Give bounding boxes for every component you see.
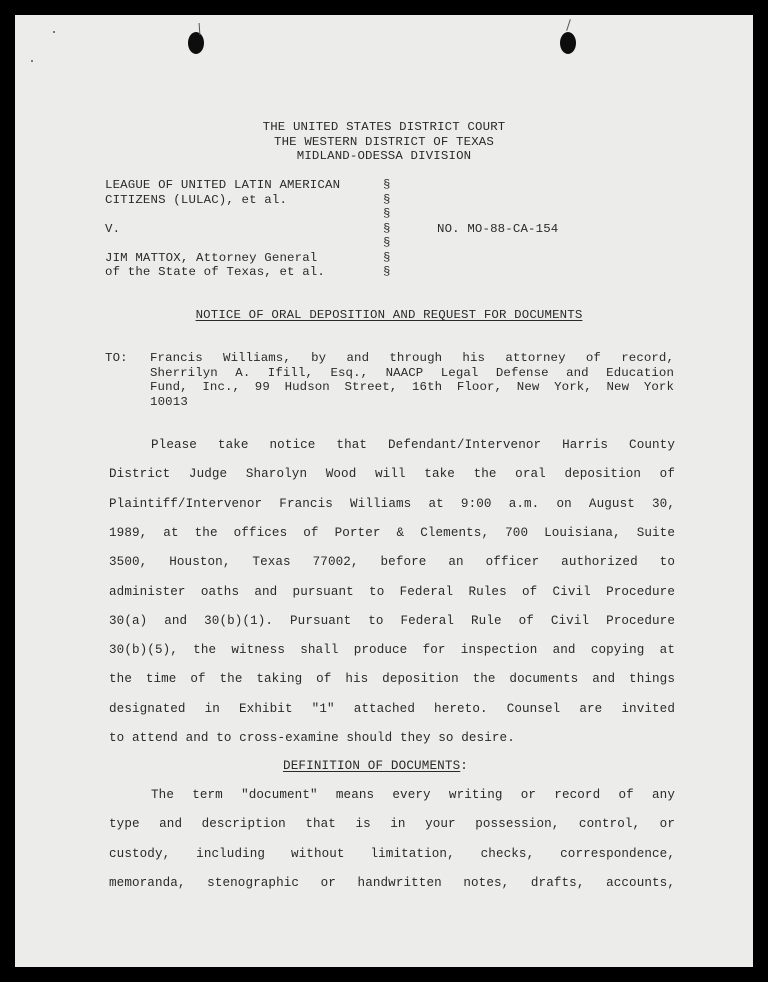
plaintiff-line-1: LEAGUE OF UNITED LATIN AMERICAN [105, 178, 341, 192]
section-symbol: § [383, 192, 391, 207]
definition-heading-text: DEFINITION OF DOCUMENTS [283, 759, 461, 773]
punch-hole-left [188, 32, 204, 54]
punch-hole-right [560, 32, 576, 54]
definition-line: custody, including without limitation, checks, correspondence, [109, 846, 675, 861]
notice-line: District Judge Sharolyn Wood will take the oral deposition of [109, 467, 675, 482]
versus-label: V. [105, 221, 121, 236]
section-symbol: § [383, 221, 391, 236]
court-header-line-3: MIDLAND-ODESSA DIVISION [296, 149, 472, 163]
court-header-line-2: THE WESTERN DISTRICT OF TEXAS [274, 134, 494, 149]
to-label: TO: [105, 351, 128, 365]
notice-line: designated in Exhibit "1" attached hereto. Counsel are invited [109, 701, 675, 716]
section-symbol: § [383, 265, 391, 279]
speck [31, 60, 33, 62]
notice-line: 3500, Houston, Texas 77002, before an officer authorized to [109, 555, 675, 570]
notice-line: 30(a) and 30(b)(1). Pursuant to Federal Rule of Civil Procedure [109, 613, 675, 628]
to-line-2: Sherrilyn A. Ifill, Esq., NAACP Legal Defense and Education [150, 365, 674, 380]
section-symbol: § [383, 178, 391, 192]
definition-line: The term "document" means every writing or record of any [151, 788, 675, 802]
notice-line: 30(b)(5), the witness shall produce for inspection and copying at [109, 643, 675, 658]
section-symbol: § [383, 236, 391, 250]
notice-line: 1989, at the offices of Porter & Clements, 700 Louisiana, Suite [109, 525, 675, 540]
to-line-3: Fund, Inc., 99 Hudson Street, 16th Floor, New York, New York [150, 380, 674, 394]
definition-heading [283, 759, 468, 774]
notice-line: Please take notice that Defendant/Intervenor Harris County [151, 438, 675, 452]
notice-line: the time of the taking of his deposition the documents and things [109, 672, 675, 687]
to-line-4: 10013 [150, 394, 188, 409]
case-number: NO. MO-88-CA-154 [437, 221, 559, 236]
speck [53, 31, 55, 33]
notice-line: to attend and to cross-examine should they so desire. [109, 731, 515, 745]
to-line-1: Francis Williams, by and through his attorney of record, [150, 351, 674, 365]
plaintiff-line-2: CITIZENS (LULAC), et al. [105, 192, 288, 207]
court-header-line-1: THE UNITED STATES DISTRICT COURT [262, 120, 506, 134]
notice-line: administer oaths and pursuant to Federal Rules of Civil Procedure [109, 584, 675, 599]
notice-line: Plaintiff/Intervenor Francis Williams at 9:00 a.m. on August 30, [109, 496, 675, 511]
definition-line: memoranda, stenographic or handwritten notes, drafts, accounts, [109, 875, 675, 890]
defendant-line-2: of the State of Texas, et al. [105, 265, 325, 279]
definition-line: type and description that is in your possession, control, or [109, 817, 675, 832]
defendant-line-1: JIM MATTOX, Attorney General [105, 250, 318, 265]
section-symbol: § [383, 207, 391, 221]
document-title: NOTICE OF ORAL DEPOSITION AND REQUEST FOR DOCUMENTS [195, 308, 583, 322]
section-symbol: § [383, 250, 391, 265]
definition-heading-colon: : [460, 759, 468, 773]
